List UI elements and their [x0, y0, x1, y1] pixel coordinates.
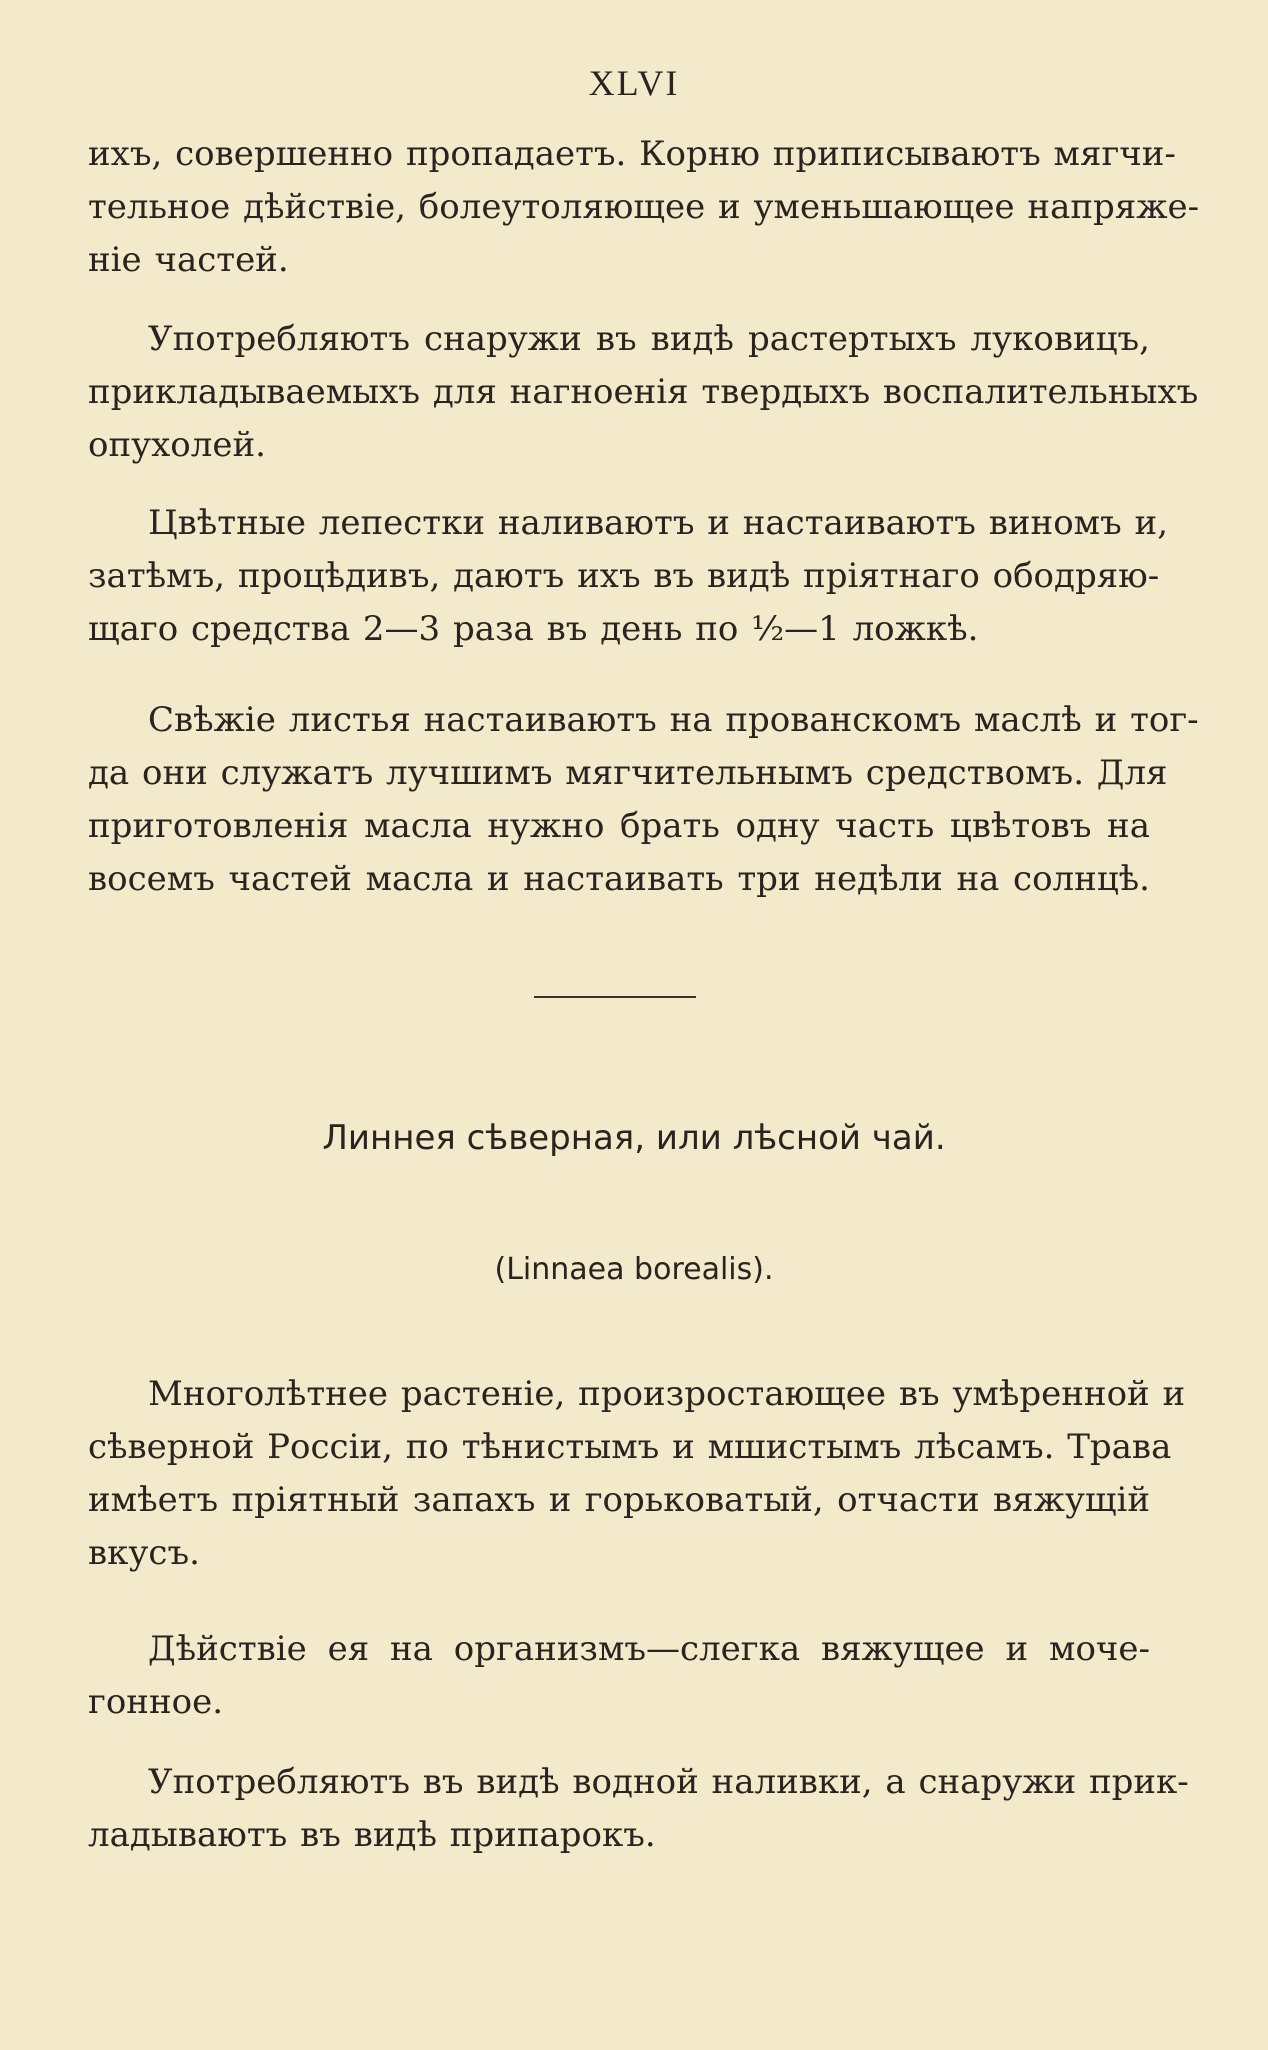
text-line: Употребляютъ снаружи въ видѣ растертыхъ луковицъ,: [148, 319, 1150, 359]
text-line: ихъ, совершенно пропадаетъ. Корню приписываютъ мягчи-: [88, 134, 1176, 174]
text-line: гонное.: [88, 1682, 224, 1722]
latin-name: (Linnaea borealis).: [494, 1252, 774, 1287]
paragraph-root-properties: [88, 128, 1200, 287]
paragraph-action: [88, 1623, 1150, 1729]
text-line: сѣверной Россіи, по тѣнистымъ и мшистымъ лѣсамъ. Трава: [88, 1427, 1172, 1467]
text-line: приготовленія масла нужно брать одну часть цвѣтовъ на: [88, 806, 1150, 846]
text-line: Цвѣтные лепестки наливаютъ и настаиваютъ виномъ и,: [148, 503, 1169, 543]
paragraph-description: [88, 1368, 1186, 1580]
text-line: имѣетъ пріятный запахъ и горьковатый, отчасти вяжущій: [88, 1480, 1150, 1520]
text-line: вкусъ.: [88, 1533, 200, 1573]
text-line: Дѣйствіе ея на организмъ—слегка вяжущее и моче-: [148, 1629, 1150, 1669]
text-line: ладываютъ въ видѣ припарокъ.: [88, 1815, 656, 1855]
paragraph-external-use: [88, 313, 1199, 472]
page-number: XLVI: [588, 63, 680, 103]
section-title: Линнея сѣверная, или лѣсной чай.: [322, 1118, 946, 1158]
text-line: Употребляютъ въ видѣ водной наливки, а снаружи прик-: [148, 1762, 1189, 1802]
text-line: да они служатъ лучшимъ мягчительнымъ средствомъ. Для: [88, 753, 1168, 793]
section-divider: [534, 996, 696, 998]
text-line: щаго средства 2—3 раза въ день по ½—1 ложкѣ.: [88, 609, 979, 649]
paragraph-usage: [88, 1756, 1189, 1862]
text-line: ніе частей.: [88, 240, 289, 280]
text-line: опухолей.: [88, 425, 266, 465]
text-line: тельное дѣйствіе, болеутоляющее и уменьшающее напряже-: [88, 187, 1200, 227]
paragraph-petals: [88, 497, 1169, 656]
text-line: прикладываемыхъ для нагноенія твердыхъ воспалительныхъ: [88, 372, 1199, 412]
text-line: Свѣжіе листья настаиваютъ на прованскомъ маслѣ и тог-: [148, 700, 1199, 740]
text-line: восемъ частей масла и настаивать три недѣли на солнцѣ.: [88, 859, 1150, 899]
paragraph-fresh-leaves: [88, 694, 1199, 906]
text-line: затѣмъ, процѣдивъ, даютъ ихъ въ видѣ пріятнаго ободряю-: [88, 556, 1160, 596]
text-line: Многолѣтнее растеніе, произростающее въ умѣренной и: [148, 1374, 1186, 1414]
